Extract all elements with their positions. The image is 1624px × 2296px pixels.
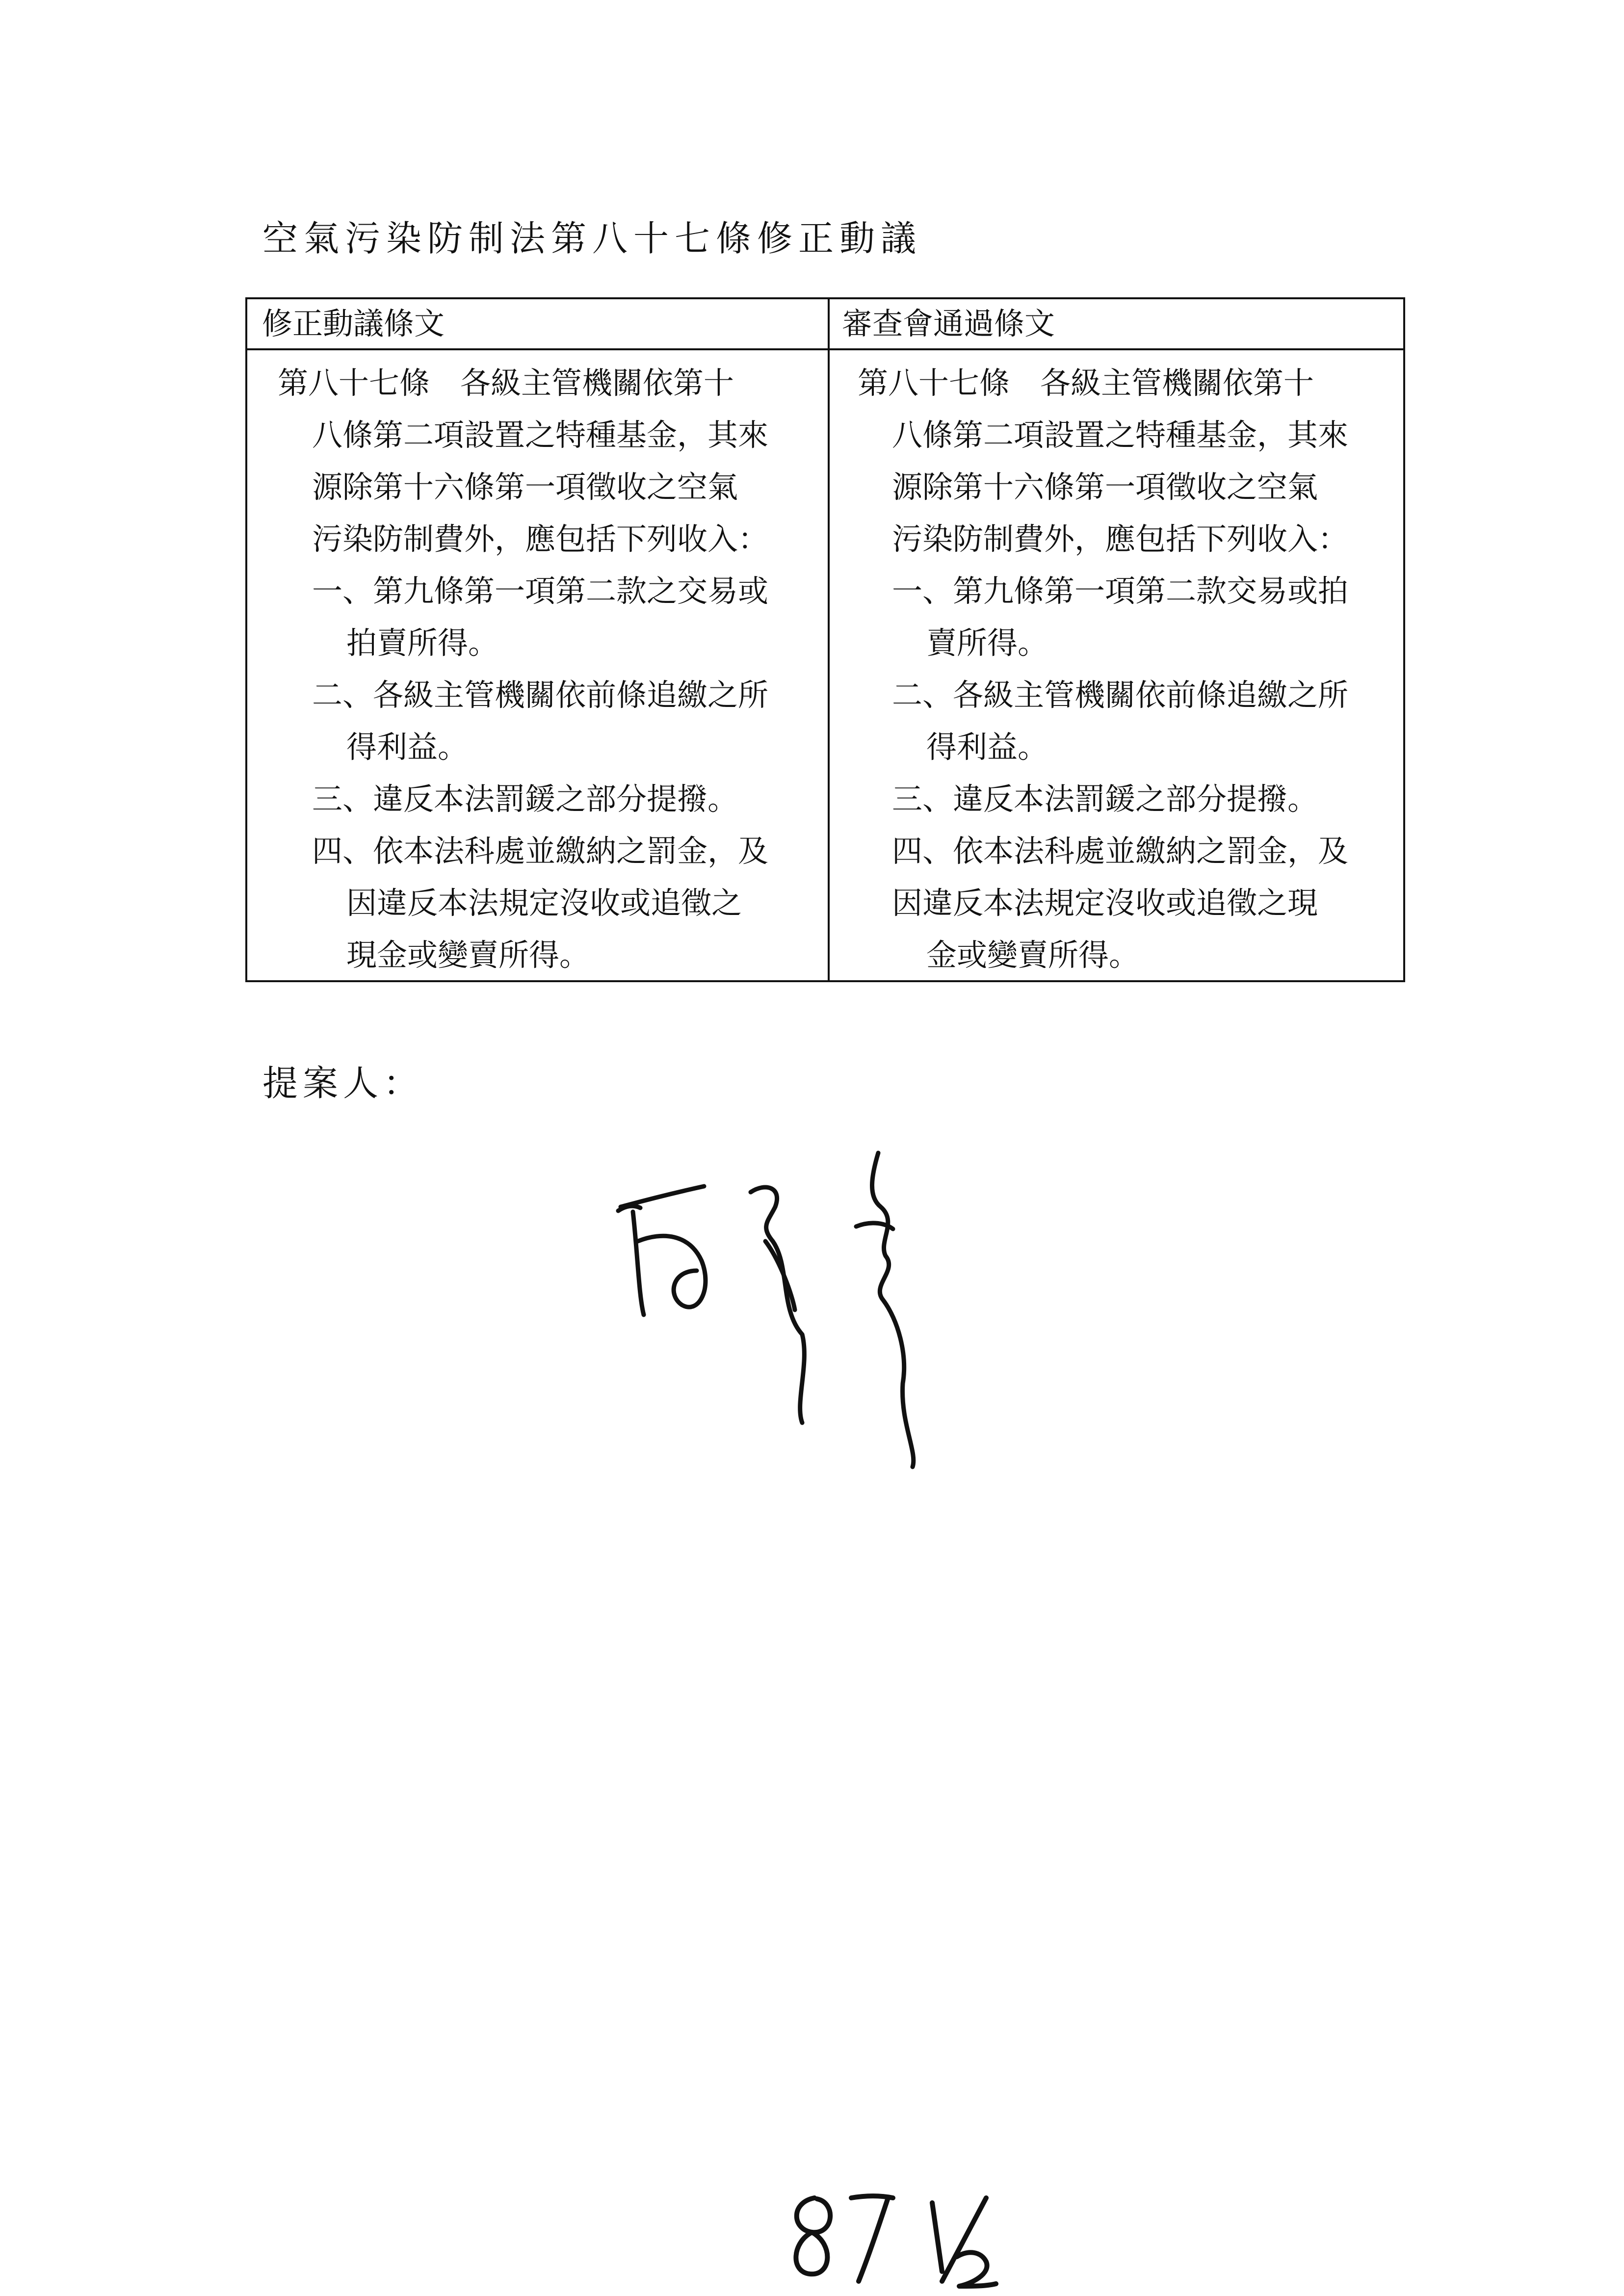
article-line: 第八十七條 各級主管機關依第十 <box>278 365 734 401</box>
document-title: 空氣污染防制法第八十七條修正動議 <box>262 218 922 259</box>
handwritten-page-number <box>780 2183 1006 2291</box>
article-line: 拍賣所得。 <box>346 625 499 661</box>
article-line: 污染防制費外，應包括下列收入： <box>892 521 1349 557</box>
column-divider <box>828 299 830 980</box>
article-line: 得利益。 <box>346 729 469 765</box>
article-line: 賣所得。 <box>926 625 1048 661</box>
article-line: 污染防制費外，應包括下列收入： <box>312 521 769 557</box>
header-amendment-text: 修正動議條文 <box>262 306 445 341</box>
article-line: 四、依本法科處並繳納之罰金，及 <box>892 833 1349 869</box>
article-line: 得利益。 <box>926 729 1048 765</box>
article-line: 八條第二項設置之特種基金，其來 <box>312 417 769 453</box>
article-line: 二、各級主管機關依前條追繳之所 <box>312 677 769 713</box>
article-line: 一、第九條第一項第二款之交易或 <box>312 573 769 609</box>
header-row-divider <box>247 348 1403 350</box>
article-line: 四、依本法科處並繳納之罰金，及 <box>312 833 769 869</box>
proposer-label: 提案人： <box>262 1063 424 1104</box>
article-line: 金或變賣所得。 <box>926 937 1140 973</box>
article-line: 八條第二項設置之特種基金，其來 <box>892 417 1349 453</box>
article-line: 因違反本法規定沒收或追徵之 <box>346 885 742 921</box>
article-line: 三、違反本法罰鍰之部分提撥。 <box>892 781 1318 817</box>
committee-article-text <box>858 357 1388 981</box>
article-line: 現金或變賣所得。 <box>346 937 590 973</box>
comparison-table <box>245 297 1405 982</box>
article-line: 因違反本法規定沒收或追徵之現 <box>892 885 1318 921</box>
article-line: 第八十七條 各級主管機關依第十 <box>858 365 1314 401</box>
article-line: 三、違反本法罰鍰之部分提撥。 <box>312 781 738 817</box>
article-line: 一、第九條第一項第二款交易或拍 <box>892 573 1349 609</box>
article-line: 二、各級主管機關依前條追繳之所 <box>892 677 1349 713</box>
article-line: 源除第十六條第一項徵收之空氣 <box>312 469 738 505</box>
handwritten-signature <box>603 1148 976 1472</box>
article-line: 源除第十六條第一項徵收之空氣 <box>892 469 1318 505</box>
header-committee-text: 審查會通過條文 <box>842 306 1055 341</box>
amendment-article-text <box>278 357 808 981</box>
